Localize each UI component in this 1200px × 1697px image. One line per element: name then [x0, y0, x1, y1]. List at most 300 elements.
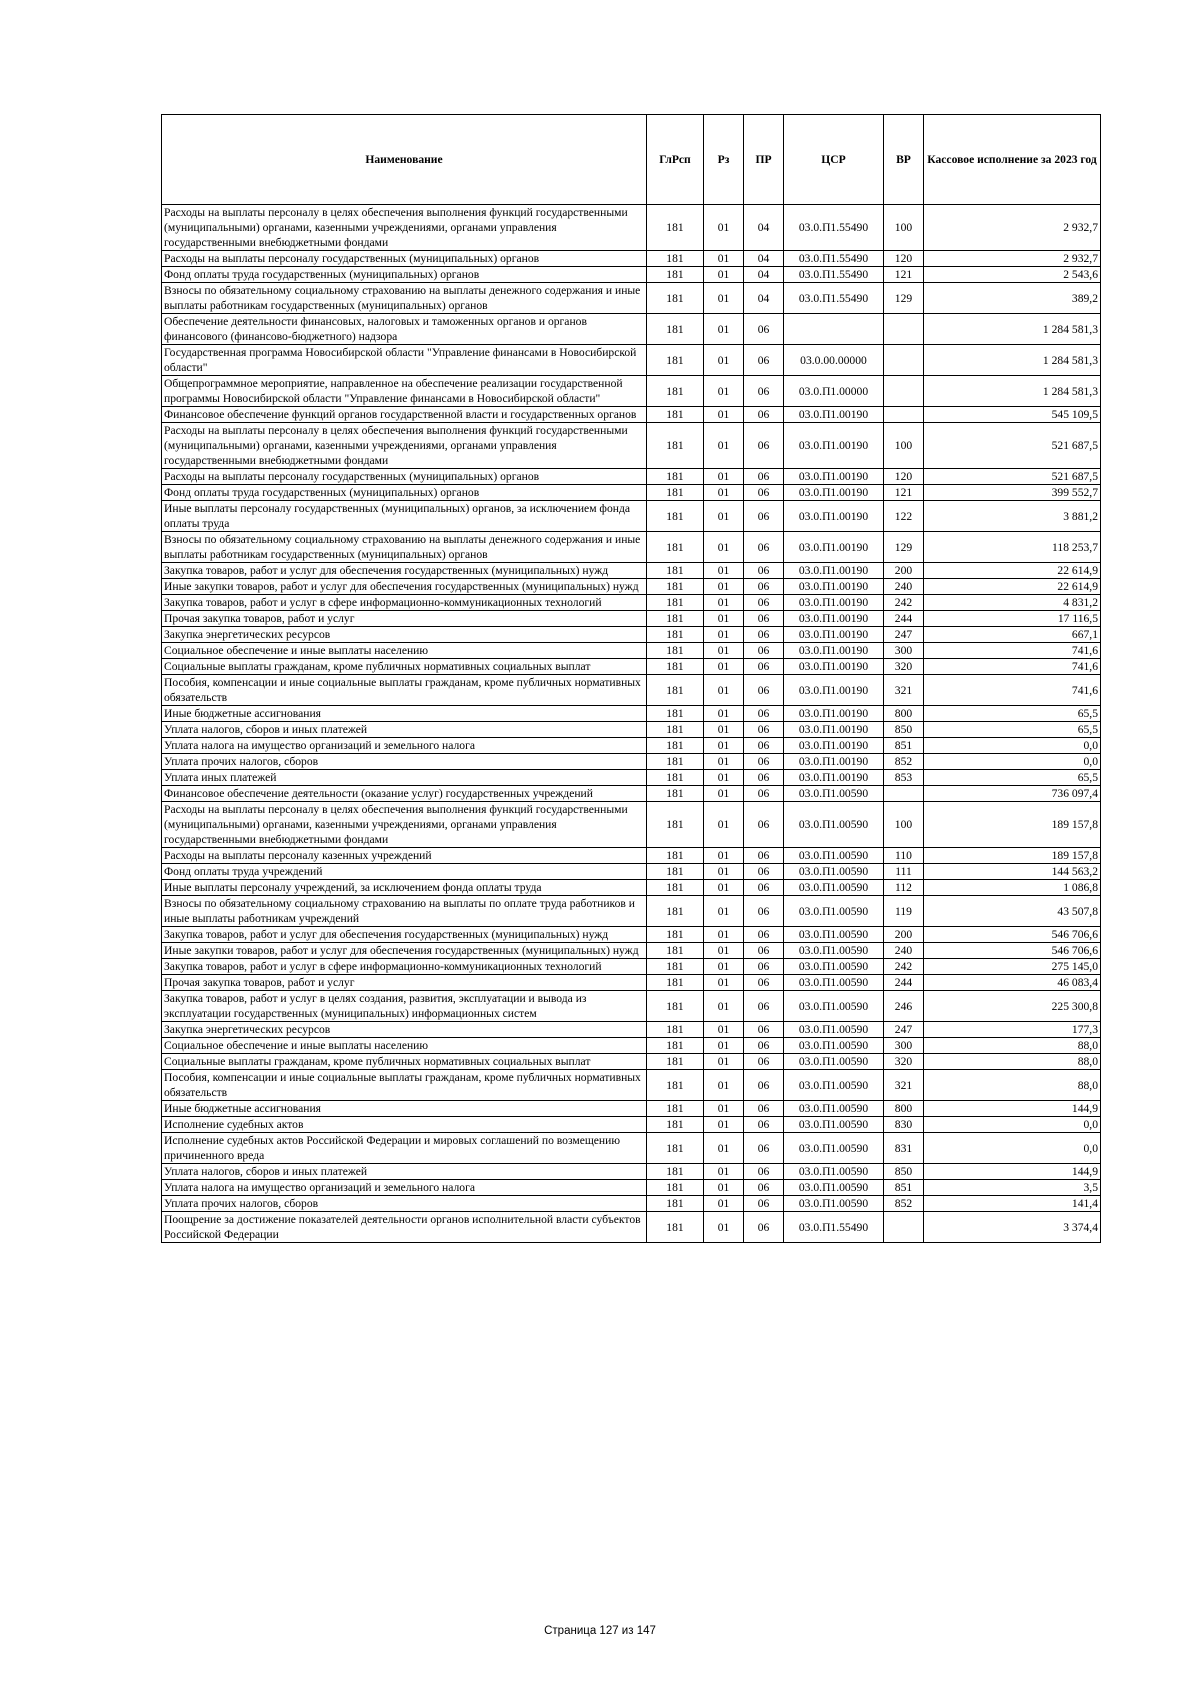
cell-pr: 06: [744, 675, 784, 706]
table-row: [162, 1117, 1101, 1133]
cell-name: Общепрограммное мероприятие, направленное на обеспечение реализации государственной программы Новосибирской области "Управление финансами в Новосибирской области": [162, 376, 647, 407]
cell-amount: 3 374,4: [924, 1212, 1101, 1243]
cell-name: Финансовое обеспечение деятельности (оказание услуг) государственных учреждений: [162, 786, 647, 802]
cell-pr: 06: [744, 1054, 784, 1070]
cell-csr: 03.0.П1.00590: [784, 848, 884, 864]
cell-csr: 03.0.П1.00190: [784, 485, 884, 501]
table-row: [162, 563, 1101, 579]
cell-vr: 112: [884, 880, 924, 896]
cell-rz: 01: [704, 1164, 744, 1180]
table-row: [162, 532, 1101, 563]
cell-rz: 01: [704, 1212, 744, 1243]
cell-amount: 0,0: [924, 754, 1101, 770]
table-row: [162, 738, 1101, 754]
cell-name: Закупка товаров, работ и услуг для обеспечения государственных (муниципальных) нужд: [162, 927, 647, 943]
cell-vr: 852: [884, 754, 924, 770]
cell-csr: 03.0.П1.00590: [784, 1164, 884, 1180]
cell-pr: 04: [744, 267, 784, 283]
cell-glrsp: 181: [647, 1196, 704, 1212]
cell-amount: 2 932,7: [924, 251, 1101, 267]
cell-name: Взносы по обязательному социальному страхованию на выплаты денежного содержания и иные выплаты работникам государственных (муниципальных) органов: [162, 283, 647, 314]
table-row: [162, 659, 1101, 675]
cell-rz: 01: [704, 706, 744, 722]
table-row: [162, 1133, 1101, 1164]
cell-pr: 06: [744, 595, 784, 611]
cell-vr: 240: [884, 943, 924, 959]
cell-amount: 275 145,0: [924, 959, 1101, 975]
cell-name: Расходы на выплаты персоналу в целях обеспечения выполнения функций государственными (муниципальными) органами, казенными учреждениями, органами управления государственными внебюджетными фондами: [162, 423, 647, 469]
cell-name: Расходы на выплаты персоналу в целях обеспечения выполнения функций государственными (муниципальными) органами, казенными учреждениями, органами управления государственными внебюджетными фондами: [162, 802, 647, 848]
cell-csr: 03.0.П1.00190: [784, 532, 884, 563]
cell-rz: 01: [704, 896, 744, 927]
table-row: [162, 848, 1101, 864]
cell-rz: 01: [704, 991, 744, 1022]
cell-csr: 03.0.П1.00190: [784, 754, 884, 770]
cell-name: Расходы на выплаты персоналу государственных (муниципальных) органов: [162, 251, 647, 267]
cell-name: Иные выплаты персоналу учреждений, за исключением фонда оплаты труда: [162, 880, 647, 896]
cell-pr: 04: [744, 205, 784, 251]
cell-rz: 01: [704, 770, 744, 786]
cell-pr: 06: [744, 469, 784, 485]
cell-rz: 01: [704, 738, 744, 754]
cell-amount: 521 687,5: [924, 423, 1101, 469]
table-header: [162, 115, 1101, 205]
cell-csr: 03.0.П1.00590: [784, 1022, 884, 1038]
table-row: [162, 802, 1101, 848]
cell-glrsp: 181: [647, 611, 704, 627]
cell-glrsp: 181: [647, 595, 704, 611]
table-row: [162, 611, 1101, 627]
cell-glrsp: 181: [647, 469, 704, 485]
cell-name: Уплата иных платежей: [162, 770, 647, 786]
cell-csr: 03.0.П1.00190: [784, 722, 884, 738]
cell-pr: 06: [744, 611, 784, 627]
cell-name: Исполнение судебных актов Российской Федерации и мировых соглашений по возмещению причиненного вреда: [162, 1133, 647, 1164]
cell-csr: [784, 314, 884, 345]
cell-pr: 06: [744, 1022, 784, 1038]
cell-pr: 06: [744, 1196, 784, 1212]
cell-glrsp: 181: [647, 501, 704, 532]
cell-amount: 545 109,5: [924, 407, 1101, 423]
cell-name: Иные закупки товаров, работ и услуг для обеспечения государственных (муниципальных) нужд: [162, 579, 647, 595]
cell-pr: 06: [744, 345, 784, 376]
cell-name: Иные бюджетные ассигнования: [162, 1101, 647, 1117]
cell-rz: 01: [704, 251, 744, 267]
cell-csr: 03.0.П1.00190: [784, 659, 884, 675]
cell-rz: 01: [704, 1117, 744, 1133]
table-row: [162, 595, 1101, 611]
cell-name: Уплата налогов, сборов и иных платежей: [162, 1164, 647, 1180]
cell-pr: 06: [744, 722, 784, 738]
cell-csr: 03.0.П1.00190: [784, 627, 884, 643]
cell-pr: 06: [744, 848, 784, 864]
cell-name: Прочая закупка товаров, работ и услуг: [162, 975, 647, 991]
cell-name: Поощрение за достижение показателей деятельности органов исполнительной власти субъектов Российской Федерации: [162, 1212, 647, 1243]
cell-rz: 01: [704, 283, 744, 314]
table-body: [162, 205, 1101, 1243]
cell-csr: 03.0.П1.00190: [784, 611, 884, 627]
cell-rz: 01: [704, 959, 744, 975]
cell-vr: 120: [884, 251, 924, 267]
cell-vr: 321: [884, 1070, 924, 1101]
cell-rz: 01: [704, 659, 744, 675]
cell-amount: 118 253,7: [924, 532, 1101, 563]
cell-amount: 3 881,2: [924, 501, 1101, 532]
cell-vr: 247: [884, 1022, 924, 1038]
cell-vr: 320: [884, 659, 924, 675]
table-row: [162, 786, 1101, 802]
cell-glrsp: 181: [647, 848, 704, 864]
cell-glrsp: 181: [647, 563, 704, 579]
cell-rz: 01: [704, 864, 744, 880]
header-amount: Кассовое исполнение за 2023 год: [924, 115, 1101, 205]
cell-amount: 736 097,4: [924, 786, 1101, 802]
cell-amount: 399 552,7: [924, 485, 1101, 501]
table-row: [162, 1164, 1101, 1180]
table-row: [162, 1180, 1101, 1196]
cell-vr: 850: [884, 722, 924, 738]
cell-csr: 03.0.П1.00590: [784, 1070, 884, 1101]
cell-name: Пособия, компенсации и иные социальные выплаты гражданам, кроме публичных нормативных обязательств: [162, 675, 647, 706]
table-row: [162, 314, 1101, 345]
cell-csr: 03.0.П1.00590: [784, 975, 884, 991]
cell-amount: 144,9: [924, 1164, 1101, 1180]
cell-vr: 100: [884, 802, 924, 848]
cell-name: Социальные выплаты гражданам, кроме публичных нормативных социальных выплат: [162, 1054, 647, 1070]
cell-name: Пособия, компенсации и иные социальные выплаты гражданам, кроме публичных нормативных обязательств: [162, 1070, 647, 1101]
cell-vr: 120: [884, 469, 924, 485]
cell-vr: 850: [884, 1164, 924, 1180]
cell-pr: 06: [744, 423, 784, 469]
cell-glrsp: 181: [647, 1133, 704, 1164]
cell-csr: 03.0.П1.00590: [784, 1038, 884, 1054]
cell-csr: 03.0.П1.00590: [784, 802, 884, 848]
cell-glrsp: 181: [647, 643, 704, 659]
cell-name: Закупка товаров, работ и услуг в сфере информационно-коммуникационных технологий: [162, 595, 647, 611]
cell-rz: 01: [704, 469, 744, 485]
cell-pr: 06: [744, 627, 784, 643]
cell-vr: 247: [884, 627, 924, 643]
cell-glrsp: 181: [647, 864, 704, 880]
cell-csr: 03.0.П1.00590: [784, 1180, 884, 1196]
cell-rz: 01: [704, 1022, 744, 1038]
cell-pr: 06: [744, 579, 784, 595]
cell-glrsp: 181: [647, 754, 704, 770]
cell-name: Уплата налога на имущество организаций и земельного налога: [162, 1180, 647, 1196]
table-row: [162, 283, 1101, 314]
cell-rz: 01: [704, 267, 744, 283]
cell-pr: 06: [744, 896, 784, 927]
cell-name: Взносы по обязательному социальному страхованию на выплаты по оплате труда работников и иные выплаты работникам учреждений: [162, 896, 647, 927]
cell-amount: 144,9: [924, 1101, 1101, 1117]
table-row: [162, 975, 1101, 991]
cell-pr: 06: [744, 1133, 784, 1164]
cell-csr: 03.0.П1.00590: [784, 943, 884, 959]
cell-rz: 01: [704, 1070, 744, 1101]
table-row: [162, 959, 1101, 975]
table-row: [162, 770, 1101, 786]
cell-amount: 17 116,5: [924, 611, 1101, 627]
cell-rz: 01: [704, 1196, 744, 1212]
cell-vr: 119: [884, 896, 924, 927]
cell-glrsp: 181: [647, 205, 704, 251]
cell-glrsp: 181: [647, 802, 704, 848]
cell-pr: 06: [744, 659, 784, 675]
cell-amount: 65,5: [924, 706, 1101, 722]
table-row: [162, 205, 1101, 251]
cell-amount: 22 614,9: [924, 579, 1101, 595]
cell-glrsp: 181: [647, 1164, 704, 1180]
cell-amount: 88,0: [924, 1070, 1101, 1101]
cell-csr: 03.0.П1.00590: [784, 1117, 884, 1133]
cell-amount: 1 284 581,3: [924, 376, 1101, 407]
cell-csr: 03.0.П1.55490: [784, 283, 884, 314]
cell-vr: 110: [884, 848, 924, 864]
table-row: [162, 896, 1101, 927]
cell-vr: 831: [884, 1133, 924, 1164]
cell-pr: 06: [744, 314, 784, 345]
header-pr: ПР: [744, 115, 784, 205]
cell-rz: 01: [704, 754, 744, 770]
cell-name: Иные бюджетные ассигнования: [162, 706, 647, 722]
cell-pr: 06: [744, 880, 784, 896]
cell-pr: 06: [744, 991, 784, 1022]
cell-glrsp: 181: [647, 738, 704, 754]
cell-vr: 100: [884, 205, 924, 251]
cell-name: Фонд оплаты труда государственных (муниципальных) органов: [162, 267, 647, 283]
cell-name: Закупка энергетических ресурсов: [162, 1022, 647, 1038]
cell-amount: 22 614,9: [924, 563, 1101, 579]
cell-name: Расходы на выплаты персоналу в целях обеспечения выполнения функций государственными (муниципальными) органами, казенными учреждениями, органами управления государственными внебюджетными фондами: [162, 205, 647, 251]
cell-pr: 06: [744, 501, 784, 532]
cell-rz: 01: [704, 611, 744, 627]
cell-vr: [884, 314, 924, 345]
cell-glrsp: 181: [647, 675, 704, 706]
cell-amount: 65,5: [924, 770, 1101, 786]
cell-name: Закупка энергетических ресурсов: [162, 627, 647, 643]
header-vr: ВР: [884, 115, 924, 205]
cell-rz: 01: [704, 407, 744, 423]
table-row: [162, 1101, 1101, 1117]
table-row: [162, 722, 1101, 738]
cell-name: Социальное обеспечение и иные выплаты населению: [162, 1038, 647, 1054]
cell-rz: 01: [704, 205, 744, 251]
cell-csr: 03.0.П1.55490: [784, 267, 884, 283]
cell-name: Социальные выплаты гражданам, кроме публичных нормативных социальных выплат: [162, 659, 647, 675]
cell-name: Взносы по обязательному социальному страхованию на выплаты денежного содержания и иные выплаты работникам государственных (муниципальных) органов: [162, 532, 647, 563]
table-row: [162, 927, 1101, 943]
cell-vr: 246: [884, 991, 924, 1022]
cell-rz: 01: [704, 1133, 744, 1164]
cell-vr: 121: [884, 267, 924, 283]
cell-csr: 03.0.П1.00590: [784, 880, 884, 896]
cell-vr: 242: [884, 595, 924, 611]
cell-glrsp: 181: [647, 943, 704, 959]
cell-csr: 03.0.П1.00000: [784, 376, 884, 407]
cell-amount: 0,0: [924, 1117, 1101, 1133]
table-row: [162, 423, 1101, 469]
cell-amount: 177,3: [924, 1022, 1101, 1038]
cell-glrsp: 181: [647, 927, 704, 943]
cell-vr: [884, 345, 924, 376]
cell-glrsp: 181: [647, 786, 704, 802]
cell-glrsp: 181: [647, 283, 704, 314]
cell-pr: 06: [744, 738, 784, 754]
cell-rz: 01: [704, 627, 744, 643]
cell-name: Прочая закупка товаров, работ и услуг: [162, 611, 647, 627]
header-csr: ЦСР: [784, 115, 884, 205]
table-row: [162, 345, 1101, 376]
cell-amount: 88,0: [924, 1054, 1101, 1070]
cell-csr: 03.0.П1.00590: [784, 991, 884, 1022]
cell-rz: 01: [704, 563, 744, 579]
cell-vr: 200: [884, 563, 924, 579]
cell-name: Расходы на выплаты персоналу государственных (муниципальных) органов: [162, 469, 647, 485]
cell-glrsp: 181: [647, 485, 704, 501]
cell-csr: 03.0.П1.00190: [784, 423, 884, 469]
cell-name: Расходы на выплаты персоналу казенных учреждений: [162, 848, 647, 864]
cell-vr: 320: [884, 1054, 924, 1070]
cell-csr: 03.0.П1.00590: [784, 1133, 884, 1164]
cell-amount: 546 706,6: [924, 943, 1101, 959]
cell-rz: 01: [704, 722, 744, 738]
cell-pr: 06: [744, 376, 784, 407]
table-row: [162, 267, 1101, 283]
cell-amount: 1 284 581,3: [924, 314, 1101, 345]
cell-pr: 04: [744, 251, 784, 267]
cell-name: Обеспечение деятельности финансовых, налоговых и таможенных органов и органов финансового (финансово-бюджетного) надзора: [162, 314, 647, 345]
cell-amount: 189 157,8: [924, 848, 1101, 864]
table-row: [162, 1022, 1101, 1038]
cell-glrsp: 181: [647, 627, 704, 643]
cell-glrsp: 181: [647, 1180, 704, 1196]
cell-name: Иные закупки товаров, работ и услуг для обеспечения государственных (муниципальных) нужд: [162, 943, 647, 959]
cell-glrsp: 181: [647, 706, 704, 722]
table-row: [162, 501, 1101, 532]
cell-csr: 03.0.П1.55490: [784, 1212, 884, 1243]
cell-amount: 741,6: [924, 675, 1101, 706]
cell-amount: 88,0: [924, 1038, 1101, 1054]
cell-rz: 01: [704, 314, 744, 345]
cell-vr: 240: [884, 579, 924, 595]
cell-pr: 06: [744, 563, 784, 579]
cell-amount: 741,6: [924, 643, 1101, 659]
cell-name: Закупка товаров, работ и услуг в сфере информационно-коммуникационных технологий: [162, 959, 647, 975]
cell-rz: 01: [704, 501, 744, 532]
table-row: [162, 627, 1101, 643]
cell-pr: 06: [744, 786, 784, 802]
cell-name: Фонд оплаты труда государственных (муниципальных) органов: [162, 485, 647, 501]
cell-pr: 06: [744, 643, 784, 659]
cell-amount: 2 932,7: [924, 205, 1101, 251]
cell-vr: [884, 786, 924, 802]
table-row: [162, 1054, 1101, 1070]
cell-csr: 03.0.П1.00590: [784, 1196, 884, 1212]
cell-amount: 741,6: [924, 659, 1101, 675]
cell-amount: 3,5: [924, 1180, 1101, 1196]
cell-glrsp: 181: [647, 251, 704, 267]
cell-amount: 46 083,4: [924, 975, 1101, 991]
cell-name: Закупка товаров, работ и услуг для обеспечения государственных (муниципальных) нужд: [162, 563, 647, 579]
cell-amount: 189 157,8: [924, 802, 1101, 848]
table-row: [162, 643, 1101, 659]
table-row: [162, 1038, 1101, 1054]
cell-csr: 03.0.П1.00590: [784, 786, 884, 802]
cell-glrsp: 181: [647, 896, 704, 927]
cell-name: Уплата налогов, сборов и иных платежей: [162, 722, 647, 738]
table-row: [162, 579, 1101, 595]
cell-pr: 06: [744, 959, 784, 975]
cell-glrsp: 181: [647, 1101, 704, 1117]
cell-pr: 06: [744, 864, 784, 880]
cell-pr: 06: [744, 1180, 784, 1196]
cell-rz: 01: [704, 1038, 744, 1054]
cell-vr: 852: [884, 1196, 924, 1212]
cell-csr: 03.0.П1.00190: [784, 469, 884, 485]
header-row: [162, 115, 1101, 205]
table-row: [162, 864, 1101, 880]
cell-csr: 03.0.00.00000: [784, 345, 884, 376]
cell-rz: 01: [704, 485, 744, 501]
cell-amount: 0,0: [924, 1133, 1101, 1164]
cell-rz: 01: [704, 802, 744, 848]
cell-glrsp: 181: [647, 1070, 704, 1101]
cell-vr: 200: [884, 927, 924, 943]
cell-csr: 03.0.П1.00190: [784, 675, 884, 706]
cell-glrsp: 181: [647, 722, 704, 738]
cell-vr: [884, 1212, 924, 1243]
cell-amount: 141,4: [924, 1196, 1101, 1212]
cell-csr: 03.0.П1.00190: [784, 501, 884, 532]
cell-rz: 01: [704, 786, 744, 802]
cell-rz: 01: [704, 1180, 744, 1196]
cell-name: Уплата прочих налогов, сборов: [162, 1196, 647, 1212]
cell-amount: 2 543,6: [924, 267, 1101, 283]
table-row: [162, 991, 1101, 1022]
cell-glrsp: 181: [647, 1038, 704, 1054]
cell-name: Социальное обеспечение и иные выплаты населению: [162, 643, 647, 659]
cell-vr: 244: [884, 611, 924, 627]
table-row: [162, 675, 1101, 706]
cell-rz: 01: [704, 643, 744, 659]
cell-amount: 144 563,2: [924, 864, 1101, 880]
cell-glrsp: 181: [647, 1022, 704, 1038]
cell-csr: 03.0.П1.00590: [784, 959, 884, 975]
cell-glrsp: 181: [647, 376, 704, 407]
cell-csr: 03.0.П1.00590: [784, 1054, 884, 1070]
table-row: [162, 251, 1101, 267]
table-row: [162, 880, 1101, 896]
cell-rz: 01: [704, 880, 744, 896]
cell-rz: 01: [704, 345, 744, 376]
cell-rz: 01: [704, 1054, 744, 1070]
cell-vr: 121: [884, 485, 924, 501]
cell-glrsp: 181: [647, 770, 704, 786]
cell-csr: 03.0.П1.00190: [784, 407, 884, 423]
cell-pr: 06: [744, 706, 784, 722]
table-row: [162, 376, 1101, 407]
cell-vr: 800: [884, 1101, 924, 1117]
cell-vr: 122: [884, 501, 924, 532]
cell-csr: 03.0.П1.00190: [784, 643, 884, 659]
cell-name: Государственная программа Новосибирской области "Управление финансами в Новосибирской области": [162, 345, 647, 376]
cell-glrsp: 181: [647, 345, 704, 376]
cell-vr: 111: [884, 864, 924, 880]
cell-rz: 01: [704, 376, 744, 407]
cell-csr: 03.0.П1.00590: [784, 864, 884, 880]
cell-pr: 06: [744, 754, 784, 770]
cell-csr: 03.0.П1.00190: [784, 770, 884, 786]
